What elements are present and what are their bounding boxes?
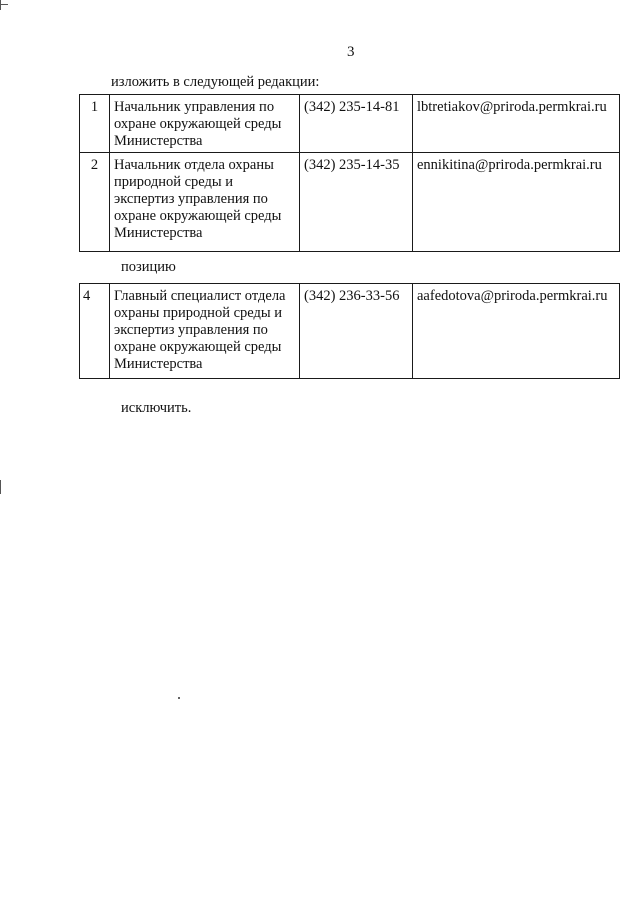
- row-number: 2: [80, 153, 110, 252]
- row-number: 4: [80, 284, 110, 379]
- row-number: 1: [80, 95, 110, 153]
- phone-cell: (342) 236-33-56: [300, 284, 413, 379]
- position-line: Начальник отдела охраны: [114, 157, 274, 173]
- email-cell: ennikitina@priroda.permkrai.ru: [413, 153, 620, 252]
- position-line: Министерства: [114, 133, 203, 149]
- contacts-table-new: [79, 94, 620, 252]
- email-cell: aafedotova@priroda.permkrai.ru: [413, 284, 620, 379]
- phone-cell: (342) 235-14-81: [300, 95, 413, 153]
- position-line: Министерства: [114, 356, 203, 372]
- position-line: экспертиз управления по: [114, 191, 268, 207]
- position-line: охраны природной среды и: [114, 305, 283, 321]
- intro-text: изложить в следующей редакции:: [111, 74, 320, 90]
- scan-speck: [178, 697, 180, 699]
- position-cell: [110, 153, 300, 252]
- position-line: охране окружающей среды: [114, 208, 282, 224]
- table-row: [80, 153, 620, 252]
- table-row: [80, 95, 620, 153]
- scan-edge-mark-left-lower: [0, 480, 1, 494]
- position-line: Главный специалист отдела: [114, 288, 286, 304]
- outro-text: исключить.: [121, 400, 192, 416]
- position-line: Министерства: [114, 225, 203, 241]
- contacts-table-removed: [79, 283, 620, 379]
- position-line: Начальник управления по: [114, 99, 275, 115]
- page-number: 3: [347, 44, 355, 60]
- middle-text: позицию: [121, 259, 176, 275]
- scan-edge-mark-left: [0, 0, 1, 10]
- table-row: [80, 284, 620, 379]
- position-cell: [110, 95, 300, 153]
- position-line: экспертиз управления по: [114, 322, 268, 338]
- scan-edge-mark-top: [0, 4, 8, 5]
- email-cell: lbtretiakov@priroda.permkrai.ru: [413, 95, 620, 153]
- position-line: охране окружающей среды: [114, 116, 282, 132]
- position-line: охране окружающей среды: [114, 339, 282, 355]
- position-cell: [110, 284, 300, 379]
- phone-cell: (342) 235-14-35: [300, 153, 413, 252]
- position-line: природной среды и: [114, 174, 234, 190]
